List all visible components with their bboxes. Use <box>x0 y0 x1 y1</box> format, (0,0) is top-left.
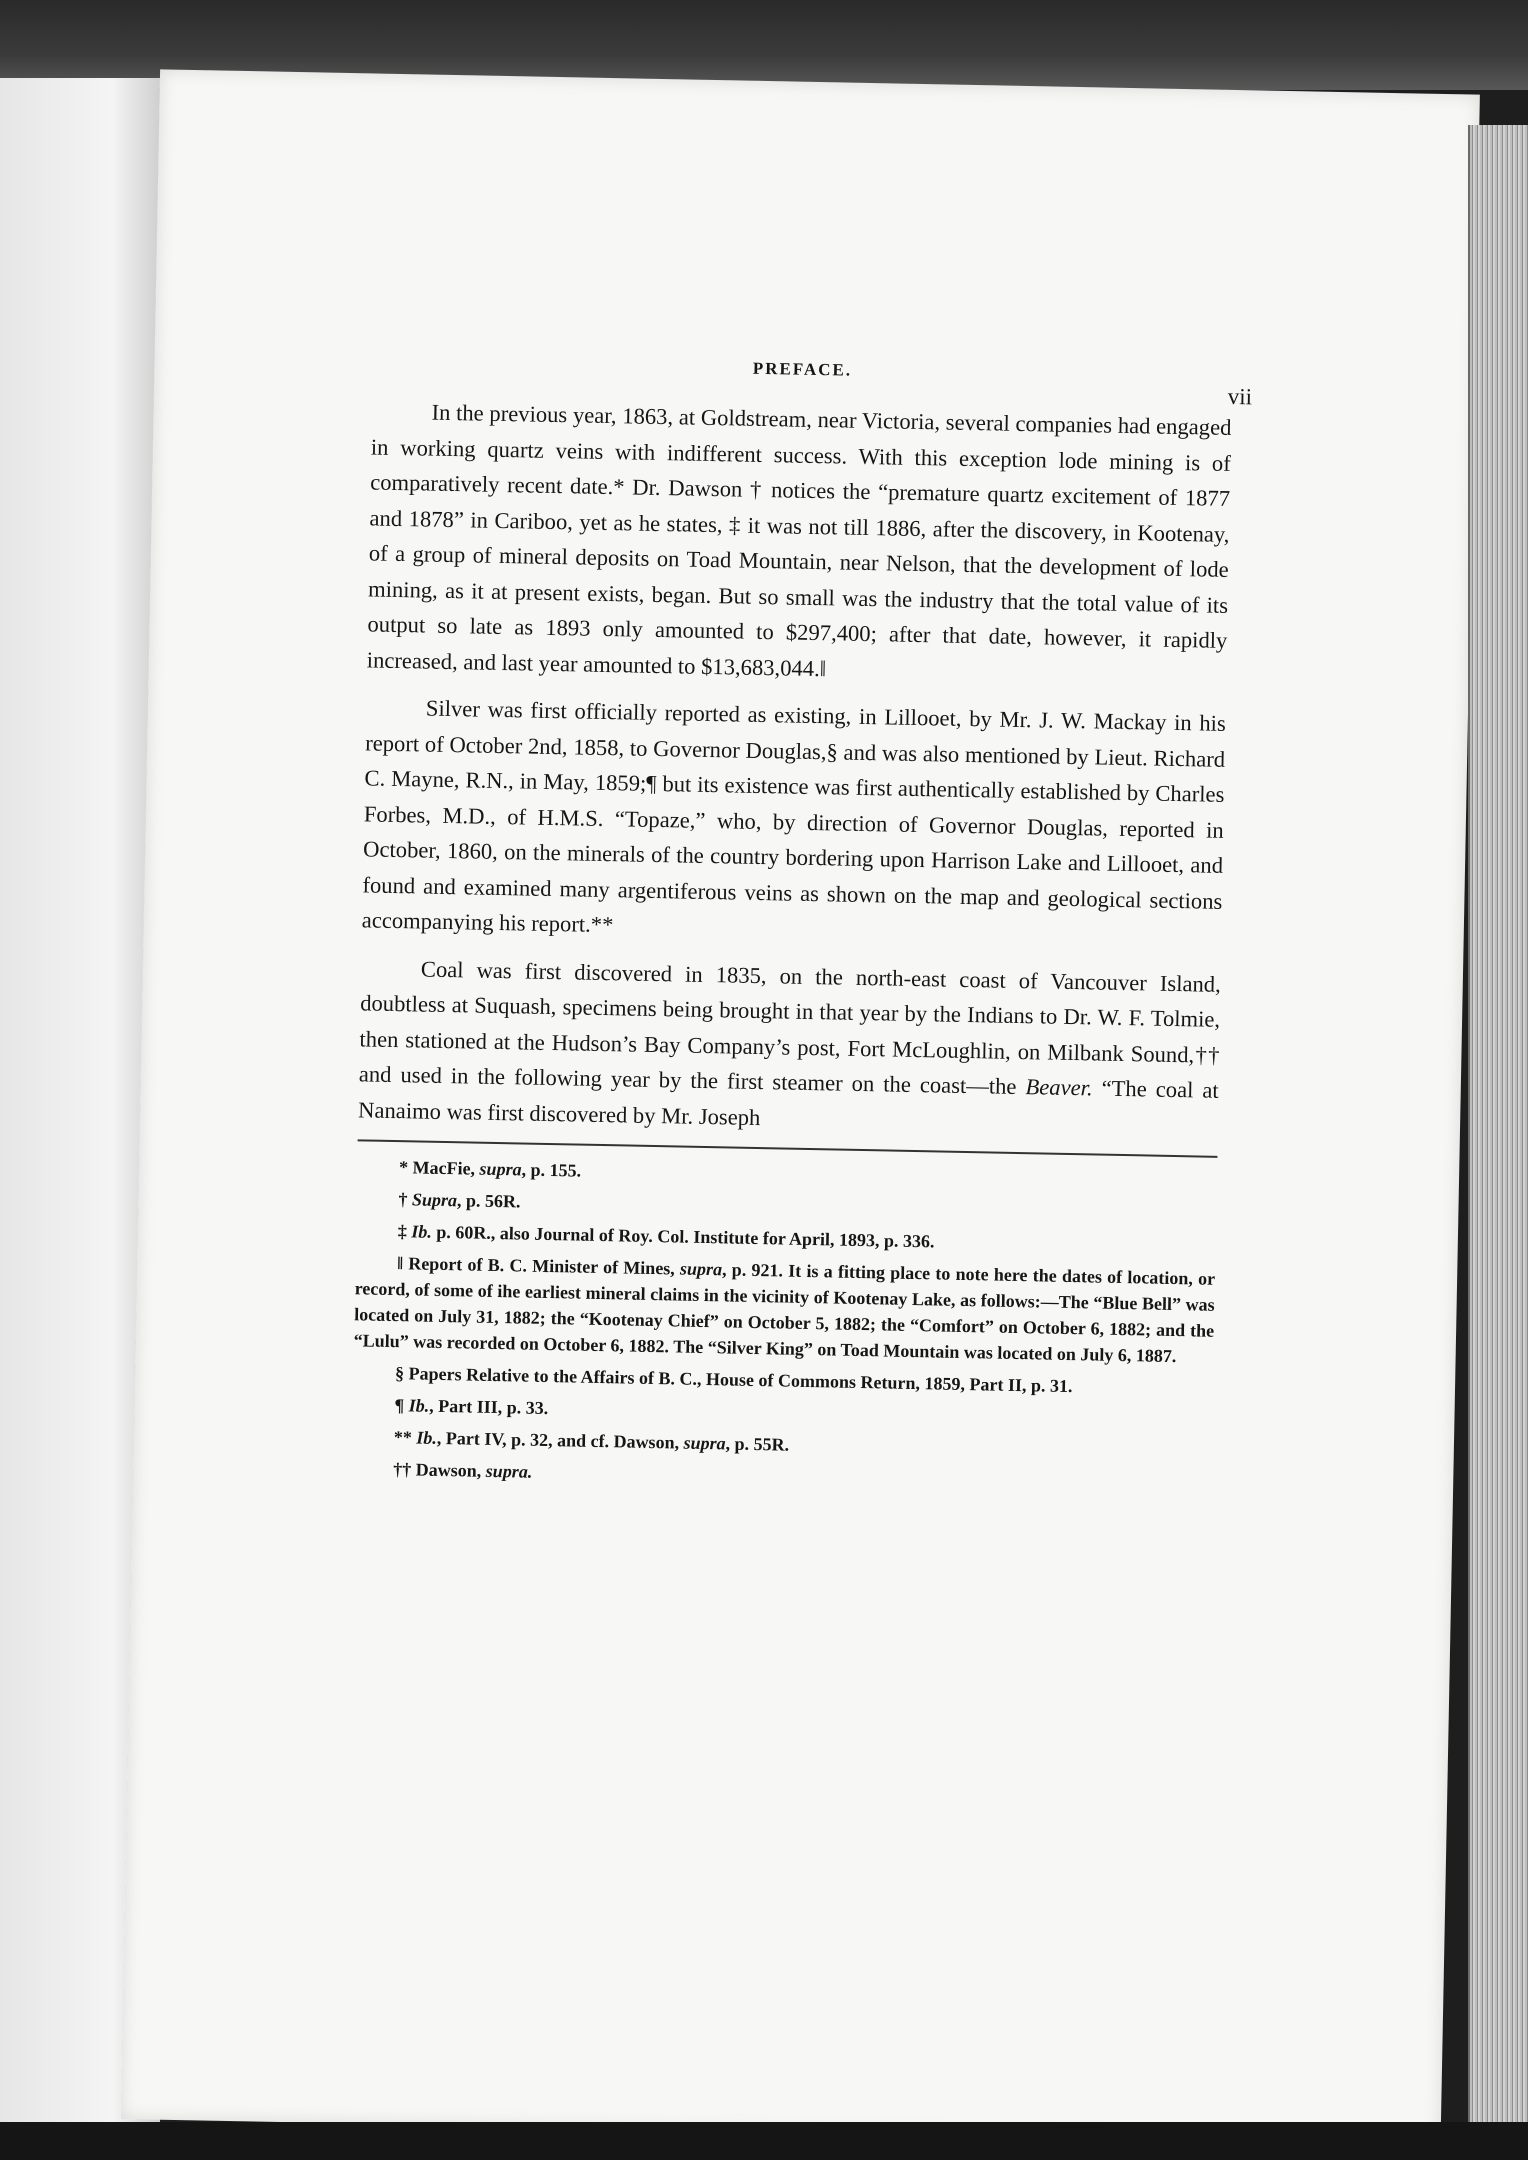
footnote-italic: supra <box>479 1158 522 1180</box>
footnote-text: , p. 921. It is a fitting place to note here the dates of location, or record, of some of ihe earliest mineral claims in the vicinity of Kootenay Lake, as follows:—The “Blue Bell” was located on July 31, 1882; the “Kootenay Chief” on October 5, 1882; the “Comfort” on October 6, 1882; and the “Lulu” was recorded on October 6, 1882. The “Silver King” on Toad Mountain was located on July 6, 1887. <box>353 1259 1216 1367</box>
footnote-text: * MacFie, <box>398 1157 480 1179</box>
footnote-text: , p. 155. <box>521 1159 582 1181</box>
footnote-text: , p. 56R. <box>456 1190 521 1212</box>
scan-bottom-shadow <box>0 2122 1528 2160</box>
footnote-text: , Part III, p. 33. <box>429 1395 549 1419</box>
footnote <box>354 1249 1216 1369</box>
footnote-italic: supra. <box>485 1460 533 1482</box>
paragraph-lode-mining <box>366 393 1231 693</box>
footnote-text: ‡ <box>397 1221 412 1242</box>
footnote-italic: Ib. <box>411 1221 433 1242</box>
footnote-text: ‖ Report of B. C. Minister of Mines, <box>397 1253 681 1279</box>
footnote-text: †† Dawson, <box>393 1459 486 1481</box>
footnote-italic: Ib. <box>416 1427 438 1448</box>
book-page <box>121 69 1480 2144</box>
book-page-edges <box>1468 125 1528 2160</box>
paragraph-silver <box>361 689 1226 954</box>
footnote-text: , p. 55R. <box>725 1433 790 1455</box>
paragraph-coal <box>358 950 1221 1144</box>
page-content <box>351 339 1253 1503</box>
page-number: vii <box>1227 383 1253 410</box>
paragraph-text: “The coal at Nanaimo was first discovered by Mr. Joseph <box>357 1075 1219 1130</box>
footnote-italic: Ib. <box>408 1395 430 1416</box>
footnote-text: , Part IV, p. 32, and cf. Dawson, <box>436 1427 684 1453</box>
footnote-italic: Supra <box>411 1189 458 1211</box>
footnote-italic: supra <box>683 1432 726 1454</box>
footnote-text: ** <box>393 1427 417 1448</box>
footnote-text: p. 60R., also Journal of Roy. Col. Institute for April, 1893, p. 336. <box>431 1221 935 1252</box>
paragraph-italic-text: Beaver. <box>1025 1074 1093 1101</box>
footnote-text: ¶ <box>394 1395 409 1416</box>
footnote-text: § Papers Relative to the Affairs of B. C., House of Commons Return, 1859, Part II, p. 31. <box>394 1363 1073 1397</box>
running-head: PREFACE. <box>752 358 853 380</box>
footnote-italic: supra <box>679 1258 723 1280</box>
paragraph-text: Silver was first officially reported as existing, in Lillooet, by Mr. J. W. Mackay in his report of October 2nd, 1858, to Governor Douglas,§ and was also mentioned by Lieut. Richard C. Mayne, R.N., in May, 1859;¶ but its existence was first authentically established by Charles Forbes, M.D., of H.M.S. “Topaze,” who, by direction of Governor Douglas, reported in October, 1860, on the minerals of the country bordering upon Harrison Lake and Lillooet, and found and examined many argentiferous veins as shown on the map and geological sections accompanying his report.** <box>361 695 1227 938</box>
footnote-text: † <box>398 1189 413 1210</box>
paragraph-text: In the previous year, 1863, at Goldstream, near Victoria, several companies had engaged in working quartz veins with indifferent success. With this exception lode mining is of comparatively recent date.* Dr. Dawson † notices the “premature quartz excitement of 1877 and 1878” in Cariboo, yet as he states, ‡ it was not till 1886, after the discovery, in Kootenay, of a group of mineral deposits on Toad Mountain, near Nelson, that the development of lode mining, as it at present exists, began. But so small was the industry that the total value of its output so late as 1893 only amounted to $297,400; after that date, however, it rapidly increased, and last year amounted to $13,683,044.‖ <box>366 399 1232 681</box>
paragraph-text: Coal was first discovered in 1835, on the north-east coast of Vancouver Island, doubtless at Suquash, specimens being brought in that year by the Indians to Dr. W. F. Tolmie, then stationed at the Hudson’s Bay Company’s post, Fort McLoughlin, on Milbank Sound,†† and used in the following year by the first steamer on the coast—the <box>358 956 1222 1100</box>
